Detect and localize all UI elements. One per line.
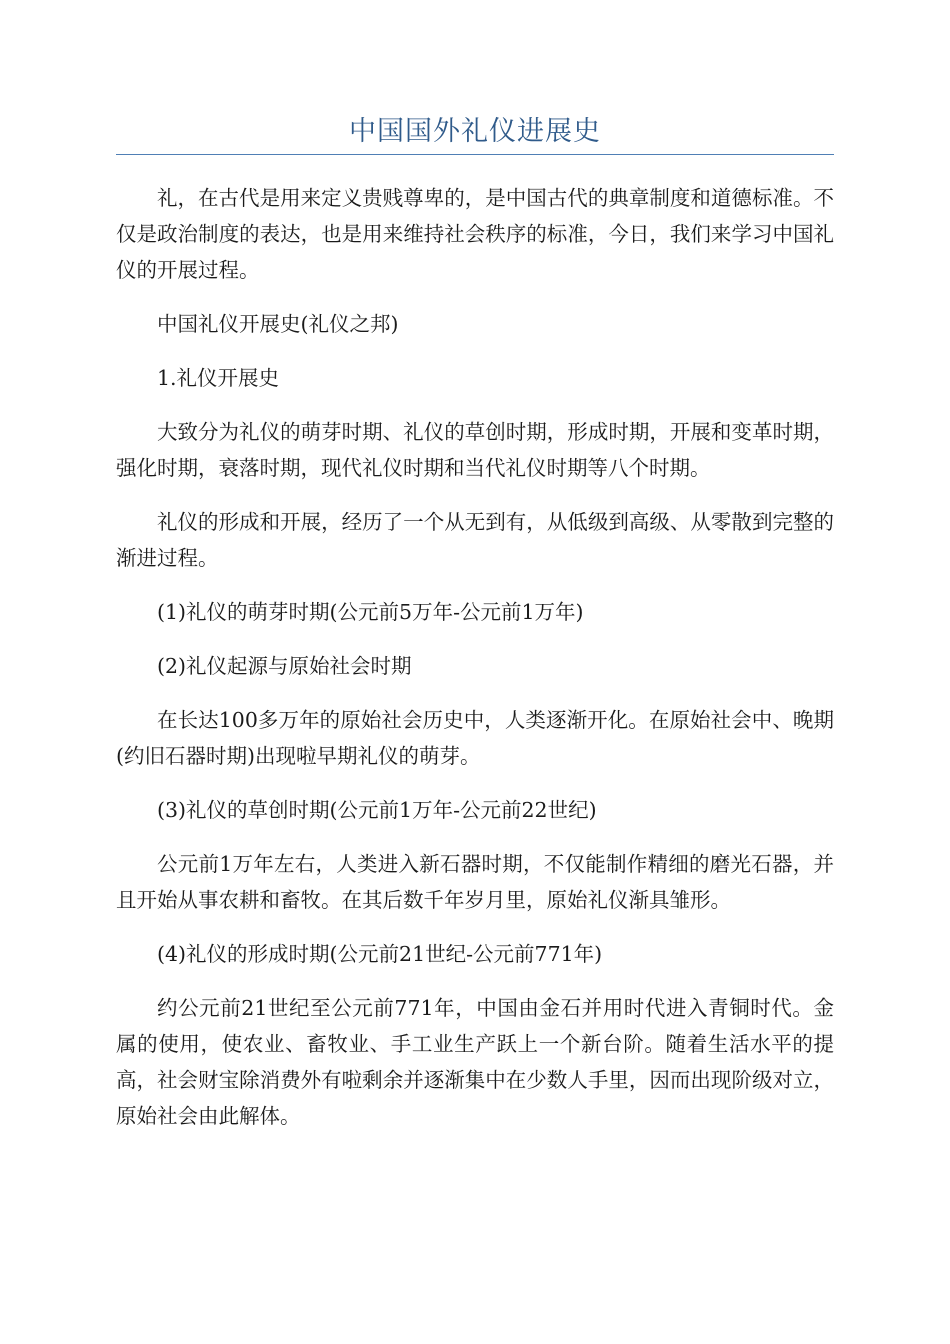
- period-heading-1: (1)礼仪的萌芽时期(公元前5万年-公元前1万年): [157, 600, 584, 624]
- period-heading-4: (4)礼仪的形成时期(公元前21世纪-公元前771年): [157, 942, 603, 966]
- period-heading-2: (2)礼仪起源与原始社会时期: [157, 654, 412, 678]
- paragraph-periods: 大致分为礼仪的萌芽时期、礼仪的草创时期，形成时期，开展和变革时期，强化时期，衰落时期，现代礼仪时期和当代礼仪时期等八个时期。: [116, 420, 834, 480]
- subsection-heading: 1.礼仪开展史: [157, 366, 280, 390]
- paragraph-primitive-society: 在长达100多万年的原始社会历史中，人类逐渐开化。在原始社会中、晚期(约旧石器时期)出现啦早期礼仪的萌芽。: [116, 708, 834, 768]
- document-body: [116, 180, 834, 1152]
- paragraph-bronze-age: 约公元前21世纪至公元前771年，中国由金石并用时代进入青铜时代。金属的使用，使农业、畜牧业、手工业生产跃上一个新台阶。随着生活水平的提高，社会财宝除消费外有啦剩余并逐渐集中在少数人手里，因而出现阶级对立，原始社会由此解体。: [116, 996, 834, 1128]
- period-heading-3: (3)礼仪的草创时期(公元前1万年-公元前22世纪): [157, 798, 597, 822]
- title-underline: [116, 154, 834, 155]
- paragraph-intro: 礼，在古代是用来定义贵贱尊卑的，是中国古代的典章制度和道德标准。不仅是政治制度的表达，也是用来维持社会秩序的标准，今日，我们来学习中国礼仪的开展过程。: [116, 186, 834, 282]
- document-title: 中国国外礼仪进展史: [349, 116, 601, 147]
- section-heading: 中国礼仪开展史(礼仪之邦): [157, 312, 399, 336]
- title-block: [116, 112, 834, 155]
- paragraph-formation: 礼仪的形成和开展，经历了一个从无到有，从低级到高级、从零散到完整的渐进过程。: [116, 510, 834, 570]
- paragraph-neolithic: 公元前1万年左右，人类进入新石器时期，不仅能制作精细的磨光石器，并且开始从事农耕和畜牧。在其后数千年岁月里，原始礼仪渐具雏形。: [116, 852, 834, 912]
